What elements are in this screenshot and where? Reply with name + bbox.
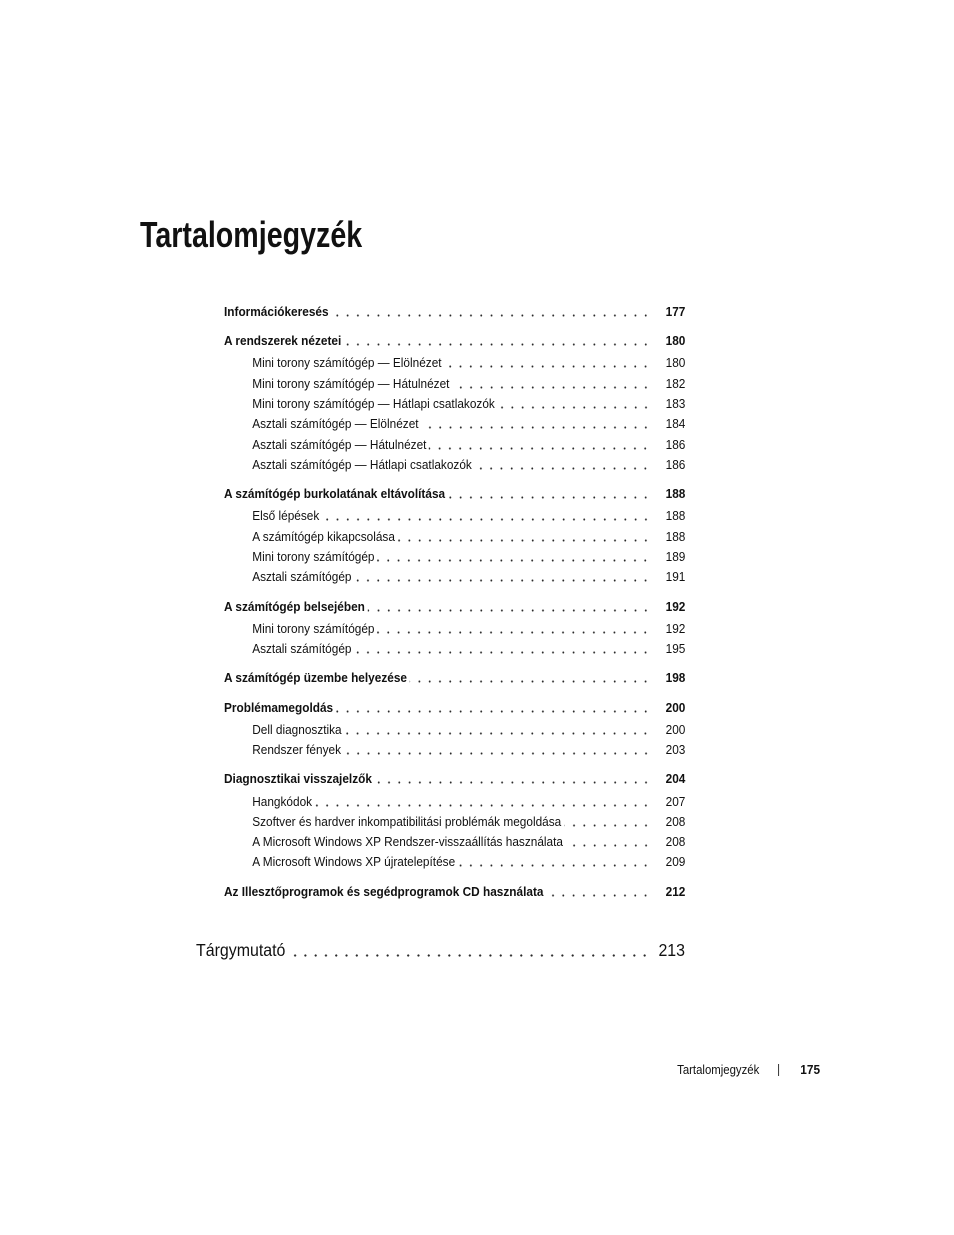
toc-page-number: 200 <box>665 699 686 715</box>
toc-subentry-title: Mini torony számítógép — Hátulnézet <box>252 375 450 391</box>
toc-index-title: Tárgymutató <box>196 940 286 960</box>
toc-page-number: 192 <box>665 620 686 636</box>
toc-subentry-title: Hangkódok <box>252 793 313 809</box>
toc-page-number: 209 <box>665 854 686 870</box>
dot-leader <box>429 435 651 455</box>
toc-section-title: Az Illesztőprogramok és segédprogramok CD használata <box>224 883 544 899</box>
dot-leader <box>421 414 650 434</box>
toc-subentry-row <box>224 792 685 812</box>
page-title: Tartalomjegyzék <box>140 214 363 255</box>
toc-section-title: A számítógép üzembe helyezése <box>224 670 407 686</box>
toc-page-number: 177 <box>665 304 686 319</box>
toc-subentry-row <box>224 567 685 587</box>
dot-leader <box>377 619 651 639</box>
toc-index-row <box>196 938 685 962</box>
toc-page-number: 195 <box>665 641 686 657</box>
toc-page-number: 204 <box>665 771 686 787</box>
dot-leader <box>398 527 651 547</box>
toc-subentry-row <box>224 435 685 455</box>
toc-subentry-row <box>224 639 685 659</box>
toc-subentry-row <box>224 353 685 373</box>
dot-leader <box>546 882 651 902</box>
toc-page-number: 188 <box>665 508 686 524</box>
toc-subentry-row <box>224 852 685 872</box>
dot-leader <box>322 506 651 526</box>
toc-subentry-title: Asztali számítógép — Elölnézet <box>252 416 419 432</box>
toc-subentry-title: Asztali számítógép <box>252 569 352 585</box>
toc-page-number: 191 <box>665 569 686 585</box>
toc-subentry-title: Dell diagnosztika <box>252 721 342 737</box>
page-footer <box>677 1062 820 1078</box>
dot-leader <box>354 567 651 587</box>
toc-page-number: 180 <box>665 333 686 349</box>
footer-page-number: 175 <box>800 1062 820 1077</box>
toc-subentry-title: Asztali számítógép — Hátulnézet <box>252 436 427 452</box>
footer-label: Tartalomjegyzék <box>677 1063 760 1077</box>
dot-leader <box>344 740 651 760</box>
toc-page-number: 182 <box>665 375 686 391</box>
toc-page-number: 189 <box>665 549 686 565</box>
toc-page-number: 188 <box>665 486 686 502</box>
toc-subentry-row <box>224 812 685 832</box>
dot-leader <box>375 769 651 789</box>
toc-page-number: 208 <box>665 834 686 850</box>
toc-page-number: 200 <box>665 721 686 737</box>
dot-leader <box>564 812 651 832</box>
toc-subentry-row <box>224 455 685 475</box>
toc-section-title: A számítógép burkolatának eltávolítása <box>224 486 446 502</box>
toc-section-title: A rendszerek nézetei <box>224 333 342 349</box>
dot-leader <box>452 374 651 394</box>
dot-leader <box>331 302 650 322</box>
toc-section-title: Információkeresés <box>224 304 329 319</box>
dot-leader <box>344 720 650 740</box>
toc-page-number: 186 <box>665 436 686 452</box>
toc-section-row <box>224 302 685 322</box>
toc-section-row <box>224 668 685 688</box>
dot-leader <box>368 597 651 617</box>
toc-subentry-row <box>224 547 685 567</box>
dot-leader <box>410 668 651 688</box>
dot-leader <box>475 455 651 475</box>
toc-subentry-row <box>224 619 685 639</box>
toc-page-number: 188 <box>665 528 686 544</box>
toc-subentry-title: Első lépések <box>252 508 320 524</box>
dot-leader <box>288 938 650 962</box>
toc-section-title: A számítógép belsejében <box>224 598 365 614</box>
toc-subentry-row <box>224 506 685 526</box>
toc-page-number: 180 <box>665 355 686 371</box>
toc-subentry-title: Mini torony számítógép — Elölnézet <box>252 355 442 371</box>
toc-subentry-title: Asztali számítógép <box>252 641 352 657</box>
toc-page-number: 203 <box>665 742 686 758</box>
toc-page-number: 212 <box>665 883 686 899</box>
toc-page-number: 183 <box>665 396 686 412</box>
footer-separator <box>778 1064 779 1076</box>
toc-section-row <box>224 882 685 902</box>
toc-section-row <box>224 698 685 718</box>
toc-subentry-title: A számítógép kikapcsolása <box>252 528 395 544</box>
toc-page-number: 208 <box>665 813 686 829</box>
toc-subentry-title: Asztali számítógép — Hátlapi csatlakozók <box>252 456 472 472</box>
toc-subentry-row <box>224 720 685 740</box>
dot-leader <box>498 394 651 414</box>
toc-subentry-row <box>224 414 685 434</box>
dot-leader <box>354 639 651 659</box>
toc-subentry-title: Mini torony számítógép — Hátlapi csatlakozók <box>252 396 495 412</box>
dot-leader <box>458 852 651 872</box>
dot-leader <box>344 331 651 351</box>
dot-leader <box>315 792 651 812</box>
toc-page-number: 213 <box>658 940 686 960</box>
toc-subentry-title: Rendszer fények <box>252 742 341 758</box>
dot-leader <box>336 698 651 718</box>
toc-subentry-row <box>224 740 685 760</box>
dot-leader <box>448 484 651 504</box>
toc-page-number: 198 <box>665 670 686 686</box>
toc-section-title: Diagnosztikai visszajelzők <box>224 771 372 787</box>
toc-subentry-title: A Microsoft Windows XP újratelepítése <box>252 854 456 870</box>
toc-section-row <box>224 769 685 789</box>
toc-subentry-title: Szoftver és hardver inkompatibilitási problémák megoldása <box>252 813 562 829</box>
toc-section-title: Problémamegoldás <box>224 699 334 715</box>
toc-section-row <box>224 484 685 504</box>
toc-section-row <box>224 597 685 617</box>
dot-leader <box>377 547 651 567</box>
toc-section-row <box>224 331 685 351</box>
toc-subentry-title: Mini torony számítógép <box>252 549 375 565</box>
dot-leader <box>566 832 651 852</box>
toc-page-number: 207 <box>665 793 686 809</box>
toc-subentry-title: A Microsoft Windows XP Rendszer-visszaállítás használata <box>252 834 563 850</box>
dot-leader <box>444 353 650 373</box>
table-of-contents <box>224 302 685 902</box>
toc-subentry-row <box>224 374 685 394</box>
toc-page-number: 184 <box>665 416 686 432</box>
toc-subentry-row <box>224 527 685 547</box>
toc-page-number: 192 <box>665 598 686 614</box>
toc-subentry-row <box>224 832 685 852</box>
toc-subentry-row <box>224 394 685 414</box>
toc-page-number: 186 <box>665 456 686 472</box>
toc-subentry-title: Mini torony számítógép <box>252 620 375 636</box>
